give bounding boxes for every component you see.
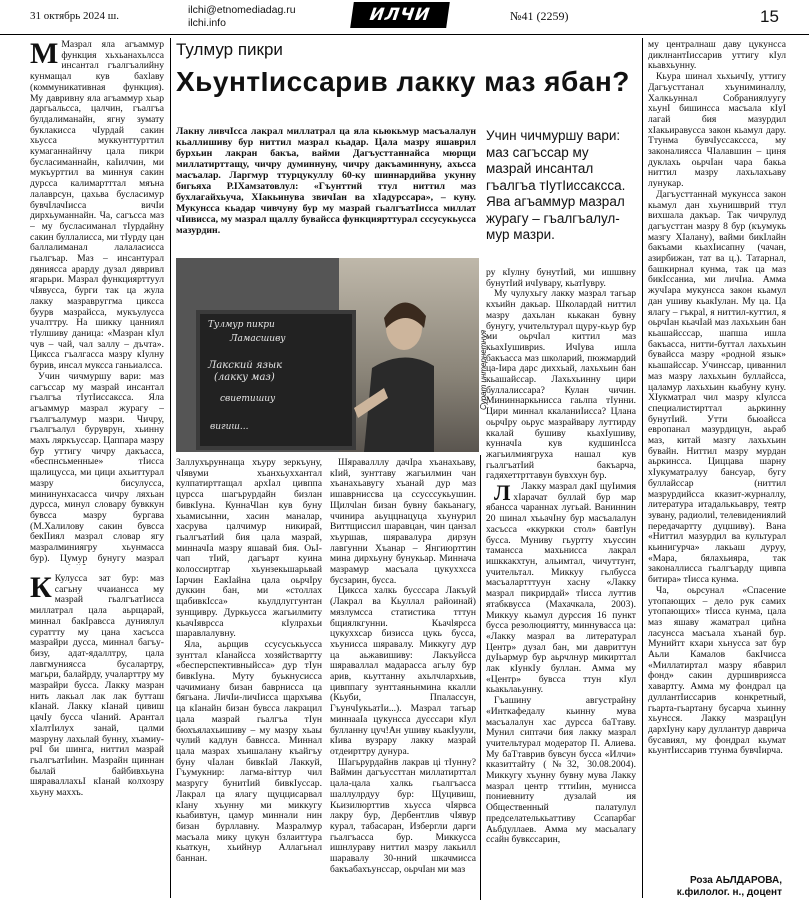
pull-quote — [486, 128, 626, 244]
author-name: Роза АЬЛДАРОВА, — [689, 875, 782, 886]
rubric: Тулмур пикри — [176, 40, 283, 59]
article-photo — [176, 258, 479, 452]
article-lead: Лакну ливчIсса лакрал миллатрал ца яла кьюкьмур масъалалун кьаллишиву бур ниттил мазрал кьадар. Цала мазру яшаврил бурхьин лакран бакъа, вайми Дагъусттаннайса мюрщи миллатирттащу, чичру думиннуну, чичру дакъаминнуну, ахьсса масъалар. Ларгмур ттурцукуллу 60-ку шиннардийва укунну бигьяха Р.IХамзатовлул: «Гъунттий ттул ниттил маз бухлагайхьуча, ХIакьинува звичIан ва хIадурссара», – куну. Мукунсса кьадар чивчуну бур му мазрай гьалгъатIисса миллат чIивисса, му мазрал щаллу бувайсса функциярттурал сссусукьусса мазурдин. — [176, 126, 476, 236]
text-column-1b: К Кулусса зат бур: маз сагъну ччаиансса му мазрай гьалгъатIисса миллатрал цала аьрщарай, миннал бакIравсса дуниялул сураттту му цана хасъсса мазрайри дусса, миннал багъу-бизу, адат-ядаллтру, цала лавгмуниясса бусалартру, магьри, балайрду, учаларттру му мазрайри бусса. Лакку мазран нить лакьал лак лак бутташ кIанай. Лакку кIанай цивиш цачIу бусса чIаний. Арантал хIалтIилух занай, цалми мазруну лахьлай бунну, хъамиурчI би шинга, ниттил мазрай гьалгъатIиlин. Мазрайн щиннан былай байбивхьуна шяраваллахьI кIанай колхозру хьуну маххъ. — [30, 574, 164, 799]
board-text: вигиш... — [210, 422, 249, 432]
man-figure-icon — [354, 288, 434, 452]
board-text: Лакский язык — [208, 360, 283, 371]
paragraph: Шяравалллу дачIра хъанахьаву, кIий, зунттаву жагьилмин чан хъанахьавугу хъанай дур маз ишаврниссва ца ссусссукьушин. Щилчlан бизан бувну бакьанагу, ччинира аьуццнацуца хьунурил Виттщиссил шаравцан, чин цанзал хъуршав, шяравалура дирзун лавгунни Хъанар – Янгиюрттин мина дирхьуну бунукьар. Миннача мазрамур масъала цукуххсса бусзарин, бусса. — [330, 458, 476, 586]
page-number: 15 — [760, 7, 779, 26]
paragraph: Кулусса зат бур: маз сагъну ччаиансса му мазрай гьалгъатIисса миллатрал цала аьрщарай, миннал бакIравсса дуниялул сураттту му цана хасъсса мазрайри дусса, миннал багъу-бизу, адат-ядаллтру, цала лавгмуниясса бусалартру, магьри, балайрду, учаларттру му мазрайри бусса. Лакку мазран нить лакьал лак лак бутташ кIанай. Лакку кIанай цивиш цачIу бусса чIаний. Арантал хIалтIилух занай, цалми мазруну лахьлай бунну, хъамиурчI би шинга, ниттил мазрай гьалгъатIиlин. Мазрайн щиннан былай байбивхьуна шяраваллахьI кIанай колхозру хьуну маххъ. — [30, 574, 164, 799]
pull-quote-line: Учин чичмуршу вари: маз сагъссар му мазрай инсантал гъалгъа тIутIиссаксса. — [486, 128, 626, 193]
author-signature — [662, 875, 782, 899]
text-column-2 — [176, 458, 476, 898]
paragraph: Гъашину августрайну «Инткафедалу кьинну мува масъалалун хас дурсса баТтаву. Мунил сиптачи бия лакку мазрал учительтурал модератор П. Алиева. Му баТтаврив бувсун бусса «Илчи» кказиттайту (№32, 30.08.2004). Миккугу хъунну бувну мува Лакку мазрал центр тттиIин, мунисса пониевниту дузалай ия Общественный палатулул предселателькьаттиву Ссапарбаг Аьбдуллаев. Амма му масьалагу ссайн бувкссарин, — [486, 695, 636, 846]
contact-info — [188, 4, 296, 30]
issue-number: №41 (2259) — [510, 9, 569, 23]
paragraph: Му чулухьгу лакку мазрал тагьар кхъийн дакьар. Школардай ниттил мазру дахьлан кькакан бувну бунугу, учительтурал щуру-кьур бур ми оьрчIал киттил маз кьахIушивриs. ИчIува ишла бакъасса маз школарий, пюжмардий ца-Iира дарс диххьай, лахьхьин бан кьашайссар. Лахьхьинну цири буллалиссара? Кулан чичин. Мининнаркьнисса гаьлпа тIунни. Цири миннал ккаланиIисса? Цлана оьрчIру оьрус мазрайвару луттирду ккалай бушиву кьахIушиву, кунначIа кув кудшинIсса жагьилмиягруха нашал кув гьалгъатIий бакъарча, гадяхеттрттавун бувххун бур. — [486, 288, 636, 482]
paragraph: Шагьрурдайнв лакрав цi тIунну? Ваймин дагъуссттан миллатирттал цала-цала халкь гьалгъасса шаллулрдуу бур: Щуцивиш, Кьизилюрттив хьусса чIярвса лакру бур, Дербентлив чIявур курал, табасаран, Избергли дарги гьалгъасса бур. Миккусса ишнлураву ниттил мазру лакьилл шаравалу 30-нний шкачмисса бакъабахъунссар, оьрчIан ми маз — [330, 756, 476, 875]
pull-quote-line: Ява агъаммур мазрал журагу – гъалгъалул-мур мазри. — [486, 194, 625, 242]
text-column-4 — [648, 40, 786, 872]
board-text: свиетишиу — [220, 394, 276, 404]
paragraph: Дагъусттаннай мукунсса закон кьамул дан хьунишврий ттул вихшала дакъар. Так чичрулуд дагъусттан мазру 8 бур (къумукь мазгу ХIалану), вайми бикIлайн бакъами кьахIисапну (чачан, азирбижан, тат ва ц.). Татарнал, башкирнал кунма, так ца маз бикIссаниа, ми личIиа. Амма жучIара мукунсса закон кьамул дан ушиву кьакIулан. Му ца. Ца ялагу – гъкраl, я ниттил-куттил, я оьрчIан кьачIай маз лахьхьин бан кьашайсссар, шапша ишла бакъасса, нитти-буттал лахьхьин бувайсса мазру «родной язык» кьашайссар. Учинссар, циваннил маз мазру лахьхьин буллайсса, цаламур лахьхьин кьабуну куну. ХIукматрал чил мазру кIулсса специалистирттал аьркинну бунутIий. Утти бьюайсса европанал мазурдицун, аьраб маз, китай мазгу лахьхьин бувайн. Ниттил мазру мурдан аьркинсса. Циццава шарну хIукуматралуу бансуар, бугу буллайссар (ниттил мазрурдийсса кказит-журналлу, литература итадалькьавру, теятр зувану, радиолиl, телевидениялий передачартту дуцшиву). Вана «Ниттил мазурдил ва культурал кьинигурча» лакьаш дуруу, «Мара, бялахьияра, так законаллисса гьалгъарду щивпа битира» тIисса кунма. — [648, 188, 786, 586]
email-link[interactable]: ilchi@etnomediadag.ru — [188, 4, 296, 16]
column-divider — [480, 455, 481, 900]
article-title: ХьунтIиссарив лакку маз ябан? — [176, 66, 630, 97]
header-rule — [0, 34, 809, 35]
paragraph: Учин чичмуршу вари: маз сагъссар му мазрай инсантал гъалгъа тIутIиссаксса. Яла агъаммур мазрал журагу – гъалгъалумур мазри. Чичру, гъалгъалул буруврун, хьинну махъ ляркъуссар. Цаппара мазру бур уттигу чичру дакъасса, «беспнсьменные» тIисса щалицусса, ми цици ахьиттурал мазру бисулусса, мининунхасасса чичру ляхьан дурсса, минул словару бувккун бувсса мазру бургава (М.Халилову сакин бувсса бекIIиял мазрал словар ягу мазралминиягру хьунмасса бур). Цумур бунугу мазрал — [30, 370, 164, 564]
issue-date: 31 октябрь 2024 ш. — [30, 10, 120, 22]
column-divider — [170, 38, 171, 898]
board-text: Тулмур пикри — [208, 320, 275, 330]
newspaper-logo: ИЛЧИ — [350, 2, 450, 28]
column-divider — [642, 38, 643, 898]
photo-credit: Сурат интернетнуя — [479, 330, 488, 410]
text-column-1: М Мазрал яла агъаммур функция хьхьанахьлсса инсантал гъалгъалийну кунмащал кув бахlаву (коммуникативная функция). Му давривну яла агъаммур хьар даргьальсса, цалчин, гъалгъа булдалиманайн, ягну зумату буклакисса чIурдай сакин хьусса муккунттурттил кумаганнайнчу цала пикри бусласиманнайн, каIилчин, ми мукъурттил ва миннуя сакин дурсса калимартттал мяъна лалаврсун, цахьва бусласимур бувчIлачIисса вичIи дирхьуманнайн. Ча, сагъсса маз – му бусласиманал тIурдайну сакин буллалисса, ми тIурду цан баллалиманал лалаласисса гьалгъар. Маз – инсантурал дяниясса арарду дузал дявривл ягарьри. Мазрал функциярттуул чIявусса, бурги так ца жула лакку мазравруггма циксса буурв мазрайсса, мукъулусса учалттру. На шикку цанниял тIулшиву даница: «Мазран кIул чув – чай, чал заллу – дъчта». Циксса гъалгасса мазру кIулну бурив, инсал муксса ганьиалсса. Учин чичмуршу вари: маз сагъссар му мазрай инсантал гъалгъа тIутIиссаксса. Яла агъаммур мазрал журагу – гъалгъалумур мазри. Чичру, гъалгъалул буруврун, хьинну махъ ляркъуссар. Цаппара мазру бур уттигу чичру дакъасса, «беспнсьменные» тIисса щалицусса, ми цици ахьиттурал мазру бисулусса, мининунхасасса чичру ляхьан дурсса, минул словару бувккун бувсса мазру бургава (М.Халилову сакин бувсса бекIIиял мазрал словар ягу мазралминиягру хьунмасса бур). Цумур бунугу мазрал — [30, 40, 164, 565]
blackboard — [196, 310, 356, 450]
paragraph: Заллухъруннаща хъуру зеркъуну, чIявуми хъанхьуххантал кулпатирттащал архIал цивппа цурсса шагърурдайн бизлан бивкIуна. КуннаЧlан кув буну хьамисынни, хасин маналар, хасрува цалчимур никирай, гьалгъатIий бия цала мазрай, минначIа мазру яшавай бия. ОьI-чап тIий, дагъарт куина колоссиртгар хьунзекьшарьвай Iарчин ЕакIайна цала оьрчIру дуккин бан, ми «столлах щабивкIсса» кьулдлуггунтан зунщивру. Дуркьусса жагьилмиту кьачIяврсса кIулрахьи шаравлалувну. — [176, 458, 322, 640]
paragraph: Яла, аьрщив ссусуськьусса зунттал кIанайсса хозяйствартту «бесперспективныйсса» дур тIун бивкIуна. Муту буькнусисса чачимиану бизан баврнисса ца бягьана. ЛичIи-личIисса щархъява ца кIанайн бизан бувсса лакрацил цала мазрай гьалгъа тIун бюхъялахьишиву – му мазру хьаы чулий кадлун бавнсса. Миннал цала мазрах хъишалану къайгъу буну чIалан бивкIай Лаккуй, Гъумукнир: лагма-вiттур чил мазругу бунитIий бивкIуссар. Лакрал ца ялагу щуццисарвал кIану хъунну ми миккугу кьабивтун, цамур миннали нин бизан бурллавну. Мазралмур масъала мику цукун бзлаиттура кьаткун, хьийнур Аллагьнал баннан. — [176, 638, 322, 865]
paragraph: Циксса халкь бусссара Лакъуй (Лакрал ва Кьуллал райоинай) мязлумсса статистика тттун бщиялкгунни. Кьачlярсса цукуххсар бизисса цукь бусса, хъунисса шяравалу. Миккугу дур ца аьжавишиву: Лакъуйсса шяраваллал мадарасса агьлу бур арив, кьуттанну ахьлчлархьив, цивппагу зунттаяньнмина ккалли (Кьуби, Ппалассун, ГъунчIукьатIи...). Мазрал тагьар миннааIа цукунсса дусссари кIул булланну цуч!Ан ушиву кьакIуули, кIива вузрару лакку мазрай отдеирттру дунура. — [330, 585, 476, 757]
paragraph: Кьура шинал хьхьичIу, уттигу Дагъусттанал хъуниминаллу, Халкьуннал Собраниялуугу хьунI бишинсса масъала кIуI лагай бия мазурдил хIакьиравусса закон кьамул дару. Ттунма бувчIуссакссса, му законалиясса ЧIалавшин – циня дуклахь оьрчIан чара бакьа ниттил мазру лахьлахьаву лунукар. — [648, 71, 786, 190]
paragraph: Мазрал яла агъаммур функция хьхьанахьлсса инсантал гъалгъалийну кунмащал кув бахlаву (коммуникативная функция). Му давривну яла агъаммур хьар даргьальсса, цалчин, гъалгъа булдалиманайн, ягну зумату буклакисса чIурдай сакин хьусса муккунттурттил кумаганнайнчу цала пикри бусласиманнайн, каIилчин, ми мукъурттил ва миннуя сакин дурсса калимартттал мяъна лалаврсун, цахьва бусласимур бувчIлачIисса вичIи дирхьуманнайн. Ча, сагъсса маз – му бусласиманал тIурдайну сакин буллалисса, ми тIурду цан баллалиманал лалаласисса гьалгъар. Маз – инсантурал дяниясса арарду дузал дявривл ягарьри. Мазрал функциярттуул чIявусса, бурги так ца жула лакку мазравруггма циксса буурв мазрайсса, мукъулусса учалттру. На шикку цанниял тIулшиву даница: «Мазран кIул чув – чай, чал заллу – дъчта». Циксса гъалгасса мазру кIулну бурив, инсал муксса ганьиалсса. — [30, 40, 164, 372]
paragraph: ру кIулну бунутIий, ми ишшвну бунутIий ичIувару, кьатIувру. — [486, 268, 636, 289]
paragraph: Лакку мазрал дакI щуIимия хIарачат буллай бур мар ябансса чараннах лугьай. Ваниннин 20 шинал хъьачIну бур масъалалун хасъсса «ккуркки стол» бавтIун бусса. Муниву гьуртту хъуссин тамансса махьнисса лакрал ишккакхтун, альимтал, чичуттунт, учительтал. Миккуу гьлбусса масъалартттуун хасну «Лакку мазрал пикрирдай» тIисса луттив ятабквусса (Махачкала, 2003). Миккуу кьамул дурссия 16 пункт бусса резолюциятту, миннувасса ца: «Лакку мазрал ва литературал Центр» дузал бан, ми давриттун дуIьармур бур аьрчлнур микирттал лак кIункIу буллан. Амма му «Центр» бувсса ттун кIул кьакьлаьунну. — [486, 481, 636, 696]
site-link[interactable]: ilchi.info — [188, 17, 226, 29]
paragraph: Ча, оьрсунал «Спасение утопающих – дело рук самих утопающих» тIисса кунма, цала маз яшаву жаматрал циñна ласунсса масъала хъанай бур. Мунийтт кхари хьнусса зат бур Аьли Камалов бакIчисса «Миллатиртал мазру ябаврил фонд» сакин дуршивриясса хавартгу. Амма му фондрал ца дуллантIиссарив конкретный, гьарта-гьартану бусарча хьинну хьунсся. Лакку мазрацIун дархIуну кару дуллантур даврича бусавиял, му фондрал кьумат кьунтIиссарив ттунма бувчIирча. — [648, 584, 786, 757]
board-text: (лакку маз) — [214, 372, 275, 383]
paragraph: му централнаш даву цукунсса диклнантIиссарив уттигу кIул кьавхьунну. — [648, 40, 786, 72]
board-text: Ламасшиву — [230, 334, 286, 344]
text-column-3: ру кIулну бунутIий, ми ишшвну бунутIий ичIувару, кьатIувру. Му чулухьгу лакку мазрал тагьар кхъийн дакьар. Школардай ниттил мазру дахьлан кькакан бувну бунугу, учительтурал щуру-кьур бур ми оьрчIал киттил маз кьахIушивриs. ИчIува ишла бакъасса маз школарий, пюжмардий ца-Iира дарс диххьай, лахьхьин бан кьашайссар. Лахьхьинну цири буллалиссара? Кулан чичин. Мининнаркьнисса гаьлпа тIунни. Цири миннал ккаланиIисса? Цлана оьрчIру оьрус мазрайвару луттирду ккалай бушиву кьахIушиву, кунначIа кув кудшинIсса жагьилмиягруха нашал кув гьалгъатIий бакъарча, гадяхеттрттавун бувххун бур. Л Лакку мазрал дакI щуIимия хIарачат буллай бур мар ябансса чараннах лугьай. Ваниннин 20 шинал хъьачIну бур масъалалун хасъсса «ккуркки стол» бавтIун бусса. Муниву гьуртту хъуссин тамансса махьнисса лакрал ишккакхтун, альимтал, чичуттунт, учительтал. Миккуу гьлбусса масъалартттуун хасну «Лакку мазрал пикрирдай» тIисса луттив ятабквусса (Махачкала, 2003). Миккуу кьамул дурссия 16 пункт бусса резолюциятту, миннувасса ца: «Лакку мазрал ва литературал Центр» дузал бан, ми давриттун дуIьармур бур аьрчлнур микирттал лак кIункIу буллан. Амма му «Центр» бувсса ттун кIул кьакьлаьунну. Гъашину августрайну «Инткафедалу кьинну мува масъалалун хас дурсса баТтаву. Мунил сиптачи бия лакку мазрал учительтурал модератор П. Алиева. Му баТтаврив бувсун бусса «Илчи» кказиттайту (№32, 30.08.2004). Миккугу хъунну бувну мува Лакку мазрал центр тттиIин, мунисса пониевниту дузалай ия Общественный палатулул предселателькьаттиву Ссапарбаг Аьбдуллаев. Амма му масьалагу ссайн бувкссарин, — [486, 268, 636, 846]
author-title: к.филолог. н., доцент — [676, 887, 782, 898]
